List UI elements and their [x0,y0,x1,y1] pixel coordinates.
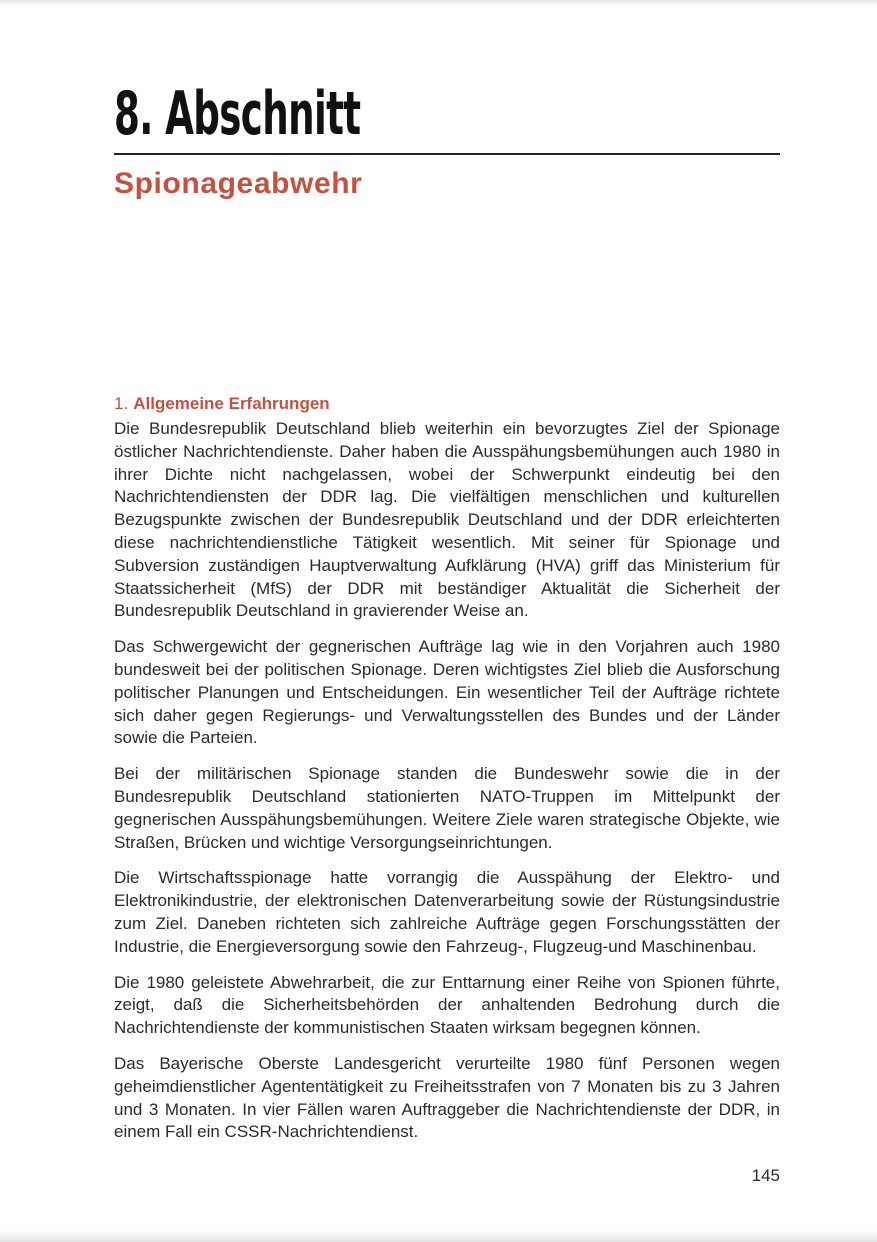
page-number: 145 [751,1166,780,1185]
paragraph-6: Das Bayerische Oberste Landesgericht verurteilte 1980 fünf Personen wegen geheimdienstlicher Agententätigkeit zu Freiheitsstrafen von 7 Monaten bis zu 3 Jahren und 3 Monaten. In vier Fällen waren Auftraggeber die Nachrichtendienste der DDR, in einem Fall ein CSSR-Nachrichtendienst. [114,1053,780,1142]
chapter-rule [114,153,780,155]
paragraph-5: Die 1980 geleistete Abwehrarbeit, die zur Enttarnung einer Reihe von Spionen führte, zeigt, daß die Sicherheitsbehörden der anhaltenden Bedrohung durch die Nachrichtendienste der kommunistischen Staaten wirksam begegnen können. [114,972,780,1038]
page-edge-bottom [0,1230,877,1242]
page-edge-top [0,0,877,6]
section-heading [114,392,780,416]
chapter-heading: 8. Abschnitt [114,79,361,149]
main-content [114,392,780,1157]
section-number: 1. [114,394,129,413]
paragraph-2: Das Schwergewicht der gegnerischen Aufträge lag wie in den Vorjahren auch 1980 bundesweit bei der politischen Spionage. Deren wichtigstes Ziel blieb die Ausforschung politischer Planungen und Entscheidungen. Ein wesentlicher Teil der Aufträge richtete sich daher gegen Regierungs- und Verwaltungsstellen des Bundes und der Länder sowie die Parteien. [114,637,780,748]
paragraph-1: Die Bundesrepublik Deutschland blieb weiterhin ein bevorzugtes Ziel der Spionage östlicher Nachrichtendienste. Daher haben die Ausspähungsbemühungen auch 1980 in ihrer Dichte nicht nachgelassen, wobei der Schwerpunkt eindeutig bei den Nachrichtendiensten der DDR lag. Die vielfältigen menschlichen und kulturellen Bezugspunkte zwischen der Bundesrepublik Deutschland und der DDR erleichterten diese nachrichtendienstliche Tätigkeit wesentlich. Mit seiner für Spionage und Subversion zuständigen Hauptverwaltung Aufklärung (HVA) griff das Ministerium für Staatssicherheit (MfS) der DDR mit beständiger Aktualität die Sicherheit der Bundesrepublik Deutschland in gravierender Weise an. [114,419,780,621]
section-title: Allgemeine Erfahrungen [133,394,330,413]
chapter-subtitle: Spionageabwehr [114,167,363,200]
paragraph-4: Die Wirtschaftsspionage hatte vorrangig die Ausspähung der Elektro- und Elektronikindustrie, der elektronischen Datenverarbeitung sowie der Rüstungsindustrie zum Ziel. Daneben richteten sich zahlreiche Aufträge gegen Forschungsstätten der Industrie, die Energieversorgung sowie den Fahrzeug-, Flugzeug-und Maschinenbau. [114,868,780,956]
paragraph-3: Bei der militärischen Spionage standen die Bundeswehr sowie die in der Bundesrepublik Deutschland stationierten NATO-Truppen im Mittelpunkt der gegnerischen Ausspähungsbemühungen. Weitere Ziele waren strategische Objekte, wie Straßen, Brücken und wichtige Versorgungseinrichtungen. [114,764,780,852]
